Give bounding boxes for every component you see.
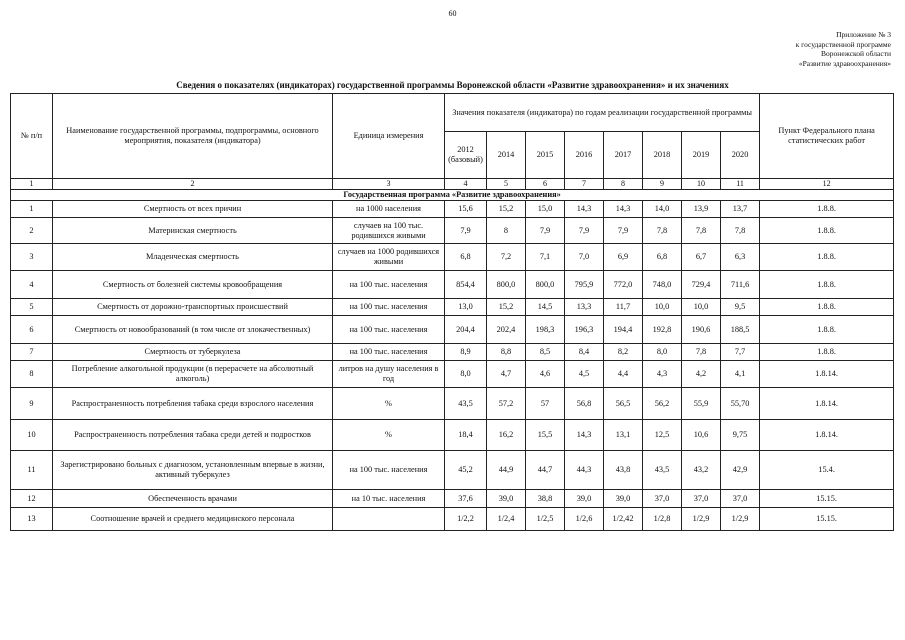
header-name: Наименование государственной программы, подпрограммы, основного мероприятия, показателя (индикатора) [53,94,333,179]
fed-plan-item: 15.15. [760,490,894,508]
indicator-name: Соотношение врачей и среднего медицинского персонала [53,508,333,531]
indicator-value: 6,8 [643,244,682,271]
indicator-value: 55,70 [721,388,760,420]
unit-of-measure: на 100 тыс. населения [333,451,445,490]
indicator-value: 43,5 [445,388,487,420]
indicator-value: 43,2 [682,451,721,490]
row-number: 12 [11,490,53,508]
appendix-line: Приложение № 3 [836,30,891,39]
column-number: 8 [604,179,643,190]
indicator-value: 7,0 [565,244,604,271]
indicator-value: 37,0 [682,490,721,508]
appendix-line: Воронежской области [821,49,891,59]
fed-plan-item: 1.8.8. [760,218,894,244]
indicator-value: 4,3 [643,361,682,388]
header-year: 2012 (базовый) [445,132,487,179]
indicator-value: 15,0 [526,201,565,218]
unit-of-measure: литров на душу населения в год [333,361,445,388]
header-year: 2019 [682,132,721,179]
unit-of-measure: на 100 тыс. населения [333,316,445,344]
unit-of-measure [333,508,445,531]
table-row [11,420,894,451]
indicator-value: 7,9 [445,218,487,244]
indicator-name: Распространенность потребления табака среди детей и подростков [53,420,333,451]
indicator-value: 43,5 [643,451,682,490]
indicator-value: 800,0 [487,271,526,299]
row-number: 5 [11,299,53,316]
indicator-value: 1/2,9 [721,508,760,531]
indicator-name: Зарегистрировано больных с диагнозом, установленным впервые в жизни, активный туберкулез [53,451,333,490]
indicator-value: 15,2 [487,201,526,218]
indicator-value: 15,5 [526,420,565,451]
header-year: 2015 [526,132,565,179]
row-number: 8 [11,361,53,388]
indicator-value: 202,4 [487,316,526,344]
table-row [11,316,894,344]
row-number: 10 [11,420,53,451]
indicator-value: 39,0 [487,490,526,508]
indicator-value: 7,9 [526,218,565,244]
indicator-value: 1/2,8 [643,508,682,531]
header-unit: Единица измерения [333,94,445,179]
indicator-value: 7,8 [682,344,721,361]
indicator-name: Смертность от новообразований (в том числе от злокачественных) [53,316,333,344]
indicator-value: 194,4 [604,316,643,344]
indicator-value: 37,0 [643,490,682,508]
appendix-line: «Развитие здравоохранения» [798,58,891,68]
table-row [11,218,894,244]
row-number: 2 [11,218,53,244]
indicator-value: 45,2 [445,451,487,490]
indicator-value: 7,2 [487,244,526,271]
indicator-value: 57,2 [487,388,526,420]
fed-plan-item: 1.8.8. [760,344,894,361]
indicator-value: 4,7 [487,361,526,388]
indicator-value: 4,5 [565,361,604,388]
indicator-value: 13,0 [445,299,487,316]
indicator-value: 800,0 [526,271,565,299]
column-number: 5 [487,179,526,190]
indicator-value: 7,8 [682,218,721,244]
unit-of-measure: на 100 тыс. населения [333,271,445,299]
row-number: 13 [11,508,53,531]
header-year: 2018 [643,132,682,179]
fed-plan-item: 1.8.14. [760,361,894,388]
indicator-value: 1/2,4 [487,508,526,531]
indicator-value: 37,0 [721,490,760,508]
indicator-value: 12,5 [643,420,682,451]
fed-plan-item: 15.4. [760,451,894,490]
page-number: 60 [448,9,457,18]
column-number: 6 [526,179,565,190]
indicator-value: 7,8 [643,218,682,244]
row-number: 1 [11,201,53,218]
indicator-value: 198,3 [526,316,565,344]
table-row [11,451,894,490]
header-year: 2014 [487,132,526,179]
header-num: № п/п [11,94,53,179]
indicator-value: 1/2,5 [526,508,565,531]
indicator-value: 44,7 [526,451,565,490]
indicator-value: 1/2,42 [604,508,643,531]
unit-of-measure: % [333,420,445,451]
indicator-value: 192,8 [643,316,682,344]
column-number: 10 [682,179,721,190]
column-number: 7 [565,179,604,190]
column-number: 9 [643,179,682,190]
indicator-name: Смертность от всех причин [53,201,333,218]
indicator-value: 8,4 [565,344,604,361]
indicator-value: 190,6 [682,316,721,344]
indicator-value: 56,8 [565,388,604,420]
indicator-value: 44,3 [565,451,604,490]
unit-of-measure: % [333,388,445,420]
indicator-value: 729,4 [682,271,721,299]
column-number: 3 [333,179,445,190]
indicator-value: 6,8 [445,244,487,271]
indicator-value: 43,8 [604,451,643,490]
indicator-name: Обеспеченность врачами [53,490,333,508]
unit-of-measure: на 10 тыс. населения [333,490,445,508]
indicator-value: 8,0 [643,344,682,361]
section-title: Государственная программа «Развитие здравоохранения» [11,190,894,201]
indicator-value: 4,2 [682,361,721,388]
header-year: 2020 [721,132,760,179]
indicator-value: 38,8 [526,490,565,508]
indicator-value: 7,7 [721,344,760,361]
row-number: 11 [11,451,53,490]
column-number: 4 [445,179,487,190]
indicator-name: Потребление алкогольной продукции (в перерасчете на абсолютный алкоголь) [53,361,333,388]
indicator-value: 8,2 [604,344,643,361]
indicator-value: 8 [487,218,526,244]
column-number: 11 [721,179,760,190]
indicator-value: 14,5 [526,299,565,316]
row-number: 9 [11,388,53,420]
indicator-name: Младенческая смертность [53,244,333,271]
table-row [11,508,894,531]
column-number: 12 [760,179,894,190]
unit-of-measure: на 100 тыс. населения [333,344,445,361]
column-number: 1 [11,179,53,190]
indicator-value: 13,9 [682,201,721,218]
indicator-value: 16,2 [487,420,526,451]
indicator-value: 56,2 [643,388,682,420]
table-row [11,388,894,420]
appendix-line: к государственной программе [795,39,891,49]
row-number: 6 [11,316,53,344]
row-number: 3 [11,244,53,271]
unit-of-measure: на 1000 населения [333,201,445,218]
fed-plan-item: 1.8.8. [760,244,894,271]
table-row [11,299,894,316]
indicator-value: 6,3 [721,244,760,271]
indicator-value: 4,1 [721,361,760,388]
indicator-value: 6,9 [604,244,643,271]
indicator-name: Распространенность потребления табака среди взрослого населения [53,388,333,420]
indicator-value: 1/2,2 [445,508,487,531]
indicator-value: 795,9 [565,271,604,299]
indicator-value: 15,2 [487,299,526,316]
table-row [11,271,894,299]
indicator-value: 57 [526,388,565,420]
indicator-value: 8,9 [445,344,487,361]
indicator-value: 39,0 [604,490,643,508]
indicator-value: 9,75 [721,420,760,451]
appendix-note [691,30,891,68]
header-fed-plan: Пункт Федерального плана статистических работ [760,94,894,179]
indicator-value: 4,6 [526,361,565,388]
indicator-value: 4,4 [604,361,643,388]
row-number: 4 [11,271,53,299]
table-row [11,361,894,388]
indicator-value: 10,0 [643,299,682,316]
fed-plan-item: 1.8.8. [760,201,894,218]
document-title: Сведения о показателях (индикаторах) государственной программы Воронежской области «Развитие здравоохранения» и их значениях [176,80,729,90]
fed-plan-item: 1.8.8. [760,299,894,316]
indicator-value: 14,3 [604,201,643,218]
indicator-value: 196,3 [565,316,604,344]
row-number: 7 [11,344,53,361]
header-year: 2017 [604,132,643,179]
indicator-value: 854,4 [445,271,487,299]
indicator-value: 55,9 [682,388,721,420]
fed-plan-item: 1.8.14. [760,388,894,420]
indicator-value: 7,8 [721,218,760,244]
indicator-value: 18,4 [445,420,487,451]
fed-plan-item: 1.8.8. [760,316,894,344]
indicator-value: 7,9 [604,218,643,244]
fed-plan-item: 1.8.8. [760,271,894,299]
unit-of-measure: случаев на 1000 родившихся живыми [333,244,445,271]
indicator-value: 711,6 [721,271,760,299]
indicator-value: 8,8 [487,344,526,361]
indicator-value: 1/2,6 [565,508,604,531]
indicator-value: 14,0 [643,201,682,218]
indicator-value: 8,5 [526,344,565,361]
indicator-name: Смертность от болезней системы кровообращения [53,271,333,299]
column-number: 2 [53,179,333,190]
indicator-value: 7,9 [565,218,604,244]
indicator-value: 13,1 [604,420,643,451]
indicator-name: Материнская смертность [53,218,333,244]
indicator-value: 13,3 [565,299,604,316]
table-row [11,201,894,218]
table-row [11,490,894,508]
header-values-group: Значения показателя (индикатора) по годам реализации государственной программы [445,94,760,132]
indicator-value: 748,0 [643,271,682,299]
indicator-value: 188,5 [721,316,760,344]
indicator-name: Смертность от дорожно-транспортных происшествий [53,299,333,316]
indicator-value: 9,5 [721,299,760,316]
indicator-value: 11,7 [604,299,643,316]
indicator-value: 8,0 [445,361,487,388]
indicator-value: 1/2,9 [682,508,721,531]
indicator-value: 39,0 [565,490,604,508]
indicator-value: 772,0 [604,271,643,299]
indicator-value: 44,9 [487,451,526,490]
indicator-value: 15,6 [445,201,487,218]
indicator-value: 10,0 [682,299,721,316]
indicator-value: 10,6 [682,420,721,451]
indicator-value: 7,1 [526,244,565,271]
table-row [11,344,894,361]
indicator-value: 37,6 [445,490,487,508]
indicator-value: 6,7 [682,244,721,271]
indicator-value: 14,3 [565,420,604,451]
unit-of-measure: на 100 тыс. населения [333,299,445,316]
table-row [11,244,894,271]
indicator-value: 204,4 [445,316,487,344]
unit-of-measure: случаев на 100 тыс. родившихся живыми [333,218,445,244]
fed-plan-item: 15.15. [760,508,894,531]
fed-plan-item: 1.8.14. [760,420,894,451]
indicator-value: 42,9 [721,451,760,490]
indicator-value: 13,7 [721,201,760,218]
indicators-table [10,93,894,531]
indicator-name: Смертность от туберкулеза [53,344,333,361]
header-year: 2016 [565,132,604,179]
indicator-value: 14,3 [565,201,604,218]
indicator-value: 56,5 [604,388,643,420]
